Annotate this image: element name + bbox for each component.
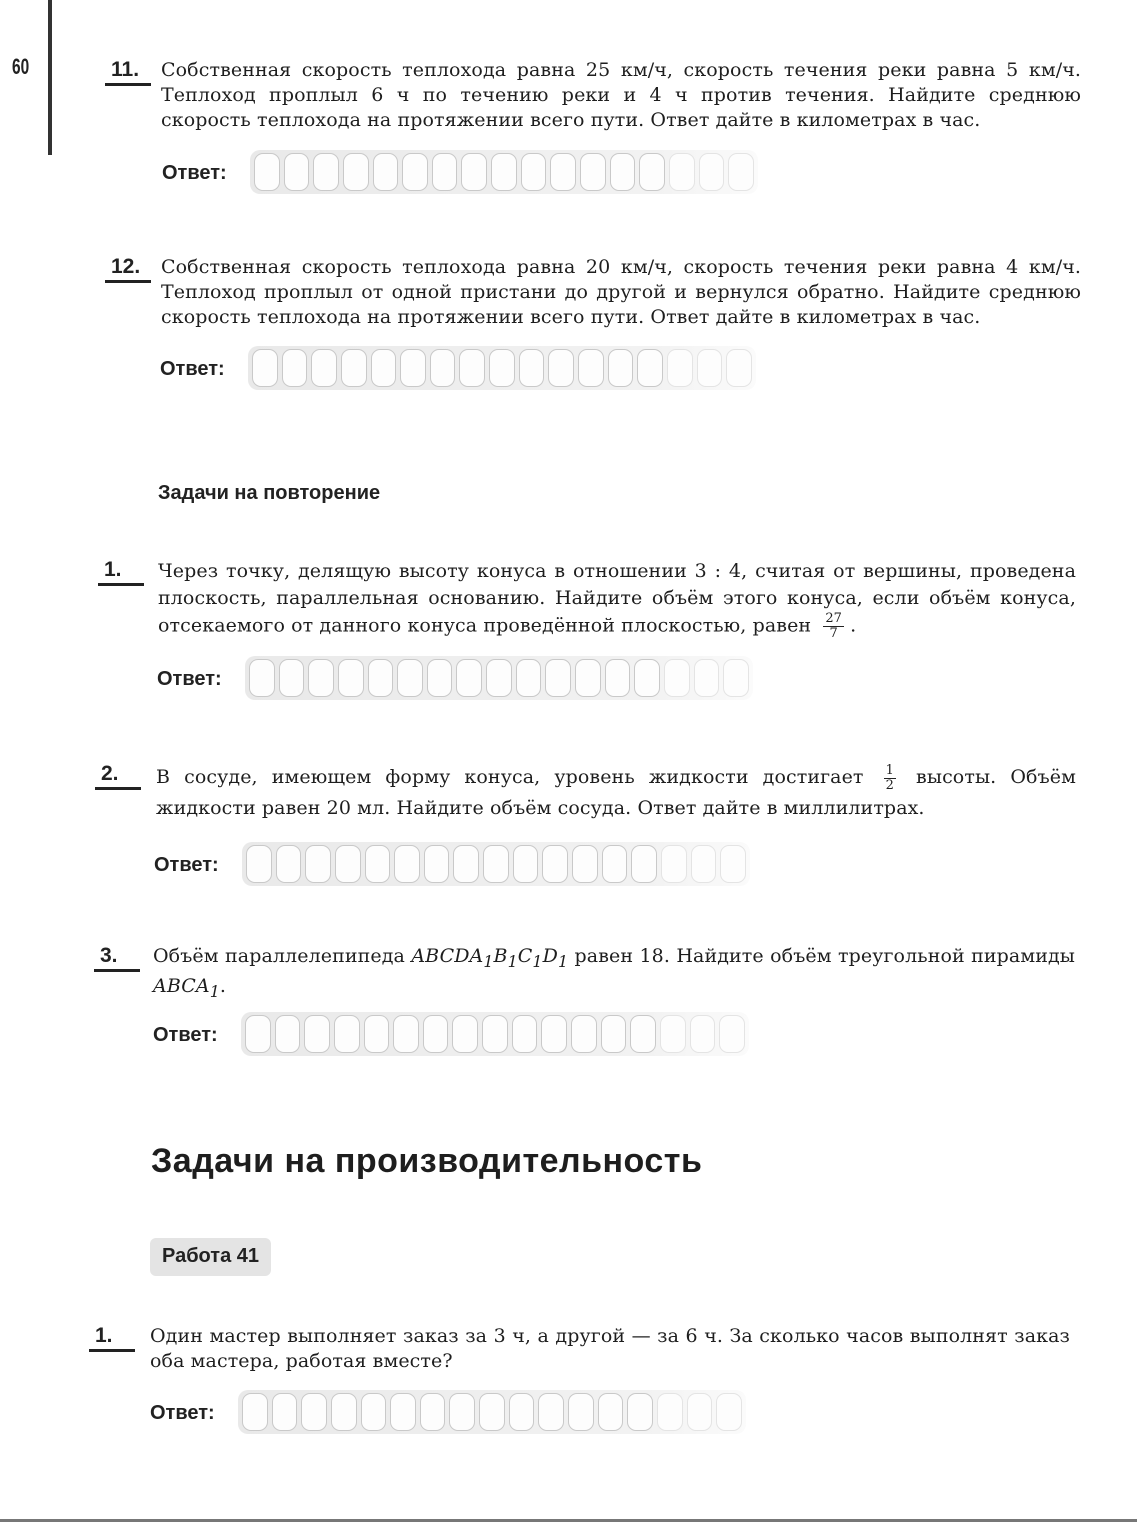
task-text: Один мастер выполняет заказ за 3 ч, а другой — за 6 ч. За сколько часов выполнят заказ оба мастера, работая вместе? — [150, 1325, 1070, 1372]
work-label-badge: Работа 41 — [150, 1238, 271, 1276]
review-task-2 — [101, 762, 1076, 832]
task-12 — [111, 255, 1081, 335]
answer-input[interactable] — [250, 150, 758, 194]
task-number: 12. — [111, 255, 141, 278]
answer-label: Ответ: — [162, 162, 227, 184]
answer-input[interactable] — [238, 1390, 746, 1434]
answer-label: Ответ: — [153, 1024, 218, 1046]
answer-label: Ответ: — [160, 358, 225, 380]
task-number: 1. — [95, 1324, 113, 1347]
task-text-main: Через точку, делящую высоту конуса в отношении 3 : 4, считая от вершины, проведена плоскость, параллельная основанию. Найдите объём этого конуса, если объём конуса, отсекаемого от данного конуса проведённой плоскостью, равен — [158, 560, 1076, 637]
productivity-heading: Задачи на производительность — [151, 1142, 703, 1180]
answer-label: Ответ: — [154, 854, 219, 876]
answer-label: Ответ: — [157, 668, 222, 690]
task-number: 11. — [111, 58, 140, 81]
fraction: $\frac{1}{2}$ — [885, 762, 894, 793]
review-task-1 — [104, 558, 1076, 654]
page-number: 60 — [12, 54, 30, 79]
answer-input[interactable] — [242, 842, 750, 886]
review-task-3 — [100, 944, 1075, 1004]
productivity-task-1 — [95, 1324, 1070, 1379]
answer-input[interactable] — [241, 1012, 749, 1056]
bottom-rule — [0, 1519, 1137, 1522]
answer-input[interactable] — [248, 346, 756, 390]
task-number: 1. — [104, 558, 122, 581]
task-11 — [111, 58, 1081, 138]
binding-line — [48, 0, 52, 155]
task-text: В сосуде, имеющем форму конуса, уровень жидкости достигает $\frac{1}{2}$ высоты. Объём жидкости равен 20 мл. Найдите объём сосуда. Ответ дайте в миллилитрах. — [156, 762, 1077, 819]
task-text: Собственная скорость теплохода равна 20 км/ч, скорость течения реки равна 4 км/ч. Теплоход проплыл от одной пристани до другой и вернулся обратно. Найдите среднюю скорость теплохода на протяжении всего пути. Ответ дайте в километрах в час. — [161, 256, 1081, 328]
review-section-heading: Задачи на повторение — [158, 482, 381, 504]
task-text: Объём параллелепипеда $ABCDA_1B_1C_1D_1$ равен 18. Найдите объём треугольной пирамиды $ABCA_1$. — [153, 945, 1076, 1001]
task-number: 2. — [101, 762, 119, 785]
answer-input[interactable] — [245, 656, 753, 700]
task-text: Собственная скорость теплохода равна 25 км/ч, скорость течения реки равна 5 км/ч. Теплоход проплыл 6 ч по течению реки и 4 ч против течения. Найдите среднюю скорость теплохода на протяжении всего пути. Ответ дайте в километрах в час. — [161, 59, 1081, 131]
answer-label: Ответ: — [150, 1402, 215, 1424]
fraction: $\frac{27}{7}$ — [825, 611, 843, 641]
task-text: Через точку, делящую высоту конуса в отношении 3 : 4, считая от вершины, проведена плоскость, параллельная основанию. Найдите объём этого конуса, если объём конуса, отсекаемого от данного конуса проведённой плоскостью, равен $\frac{27}{7}$ . — [158, 560, 1076, 641]
task-number: 3. — [100, 944, 118, 967]
